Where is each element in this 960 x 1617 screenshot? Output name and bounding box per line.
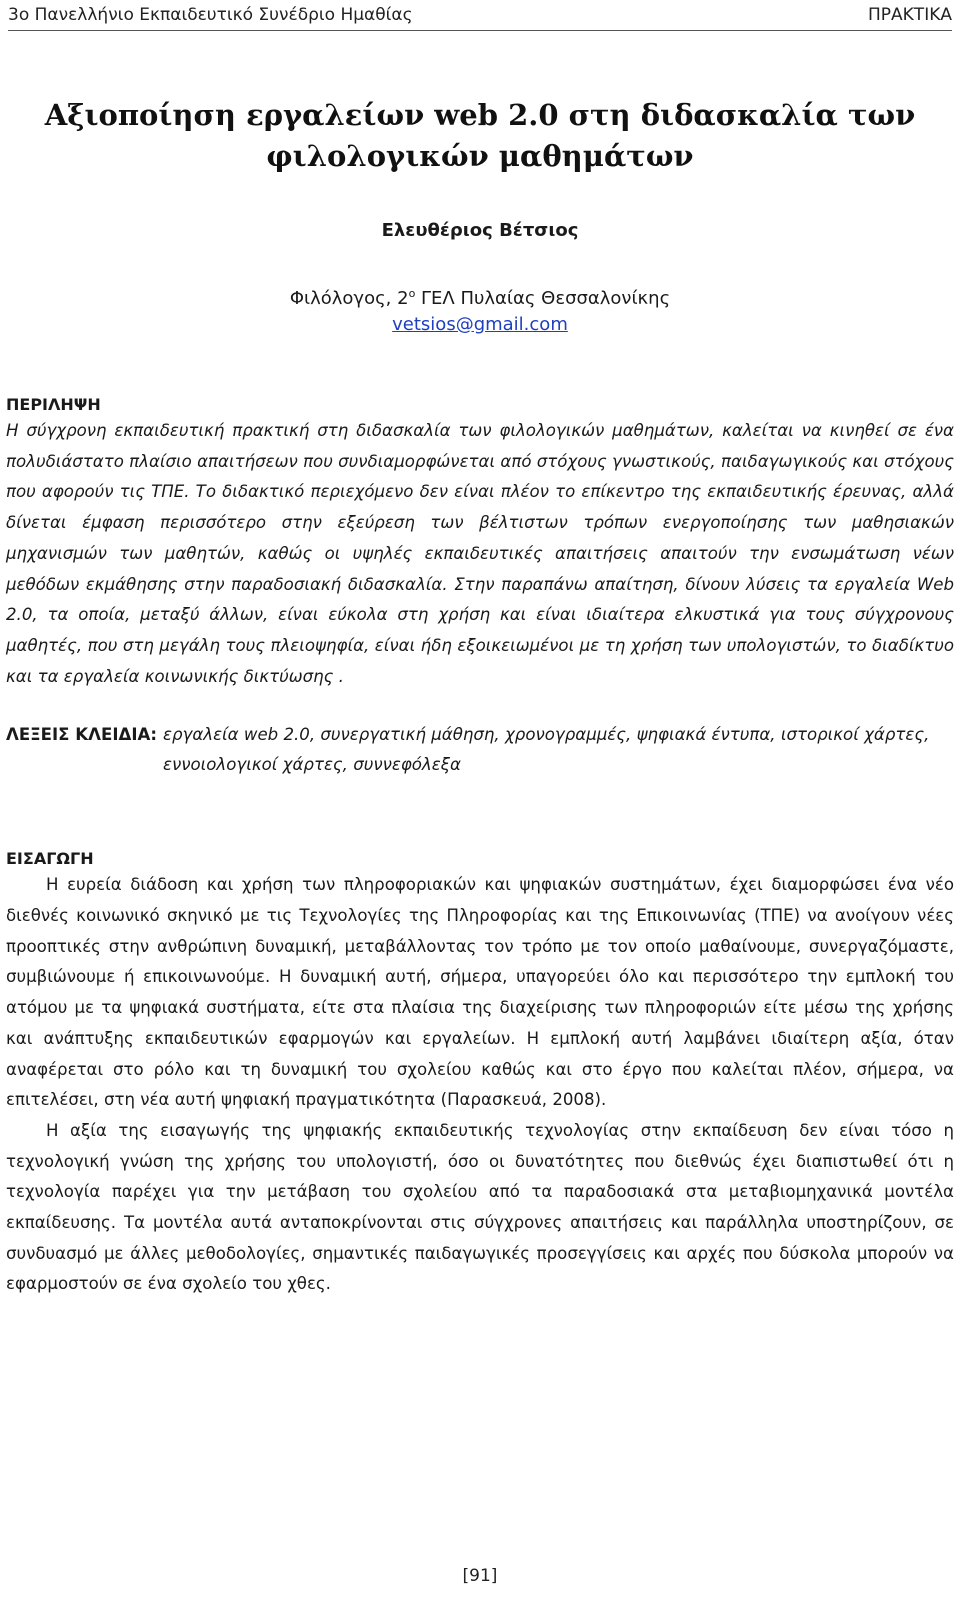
paper-body bbox=[6, 95, 954, 1300]
author-block bbox=[6, 219, 954, 338]
page-number: [91] bbox=[462, 1566, 498, 1586]
author-affiliation bbox=[6, 281, 954, 312]
paper-title: Αξιοποίηση εργαλείων web 2.0 στη διδασκαλία των φιλολογικών μαθημάτων bbox=[44, 98, 916, 173]
author-name: Ελευθέριος Βέτσιος bbox=[381, 220, 579, 241]
introduction-paragraph: Η αξία της εισαγωγής της ψηφιακής εκπαιδευτικής τεχνολογίας στην εκπαίδευση δεν είναι τόσο η τεχνολογική γνώση της χρήσης του υπολογιστή, όσο οι δυνατότητες που διεθνώς έχει διαπιστωθεί ότι η τεχνολογία παρέχει για την μετάβαση του σχολείου από τα παραδοσιακά στα μεταβιομηχανικά μοντέλα εκπαίδευσης. Τα μοντέλα αυτά ανταποκρίνονται στις σύγχρονες απαιτήσεις και παράλληλα υποστηρίζουν, σε συνδυασμό με άλλες μεθοδολογίες, σημαντικές παιδαγωγικές προσεγγίσεις και αρχές που δύσκολα μπορούν να εφαρμοστούν σε ένα σχολείο του χθες. bbox=[6, 1120, 954, 1294]
abstract-text: Η σύγχρονη εκπαιδευτική πρακτική στη διδασκαλία των φιλολογικών μαθημάτων, καλείται να κινηθεί σε ένα πολυδιάστατο πλαίσιο απαιτήσεων που συνδιαμορφώνεται από στόχους γνωστικούς, παιδαγωγικούς και στόχους που αφορούν τις ΤΠΕ. Το διδακτικό περιεχόμενο δεν είναι πλέον το επίκεντρο της εκπαιδευτικής έρευνας, αλλά δίνεται έμφαση περισσότερο στην εξεύρεση των βέλτιστων τρόπων ενεργοποίησης των μαθησιακών μηχανισμών των μαθητών, καθώς οι υψηλές εκπαιδευτικές απαιτήσεις απαιτούν την ενσωμάτωση νέων μεθόδων εκμάθησης στην παραδοσιακή διδασκαλία. Στην παραπάνω απαίτηση, δίνουν λύσεις τα εργαλεία Web 2.0, τα οποία, μεταξύ άλλων, είναι εύκολα στη χρήση και είναι ιδιαίτερα ελκυστικά για τους σύγχρονους μαθητές, που στη μεγάλη τους πλειοψηφία, είναι ήδη εξοικειωμένοι με τη χρήση των υπολογιστών, το διαδίκτυο και τα εργαλεία κοινωνικής δικτύωσης . bbox=[6, 421, 954, 686]
ordinal-suffix: ο bbox=[408, 287, 416, 300]
introduction-paragraph: Η ευρεία διάδοση και χρήση των πληροφοριακών και ψηφιακών συστημάτων, έχει διαμορφώσει ένα νέο διεθνές κοινωνικό σκηνικό με τις Τεχνολογίες της Πληροφορίας και της Επικοινωνίας (ΤΠΕ) να ανοίγουν νέες προοπτικές στην ανθρώπινη δυναμική, μεταβάλλοντας τον τρόπο με τον οποίο μαθαίνουμε, συνεργαζόμαστε, συμβιώνουμε ή επικοινωνούμε. Η δυναμική αυτή, σήμερα, υπαγορεύει όλο και περισσότερο την εμπλοκή του ατόμου με τα ψηφιακά συστήματα, είτε στα πλαίσια της διαχείρισης των πληροφοριών είτε μέσω της χρήσης και ανάπτυξης εκπαιδευτικών εφαρμογών και εργαλείων. Η εμπλοκή αυτή λαμβάνει ιδιαίτερη αξία, όταν αναφέρεται στο ρόλο και τη δυναμική του σχολείου καθώς και στο έργο που καλείται πλέον, σήμερα, να επιτελέσει, στη νέα αυτή ψηφιακή πραγματικότητα (Παρασκευά, 2008). bbox=[6, 875, 954, 1110]
proceedings-label: ΠΡΑΚΤΙΚΑ bbox=[868, 5, 952, 25]
keywords bbox=[6, 720, 954, 780]
conference-name: 3ο Πανελλήνιο Εκπαιδευτικό Συνέδριο Ημαθίας bbox=[8, 5, 413, 25]
author-email-link[interactable]: vetsios@gmail.com bbox=[392, 314, 568, 335]
keywords-list: εργαλεία web 2.0, συνεργατική μάθηση, χρονογραμμές, ψηφιακά έντυπα, ιστορικοί χάρτες, εννοιολογικοί χάρτες, συννεφόλεξα bbox=[163, 725, 930, 775]
keywords-label: ΛΕΞΕΙΣ ΚΛΕΙΔΙΑ: bbox=[6, 725, 157, 745]
introduction-heading: ΕΙΣΑΓΩΓΗ bbox=[6, 849, 94, 869]
running-header bbox=[8, 0, 952, 31]
affiliation-role: Φιλόλογος, 2 bbox=[289, 288, 409, 309]
affiliation-school: ΓΕΛ Πυλαίας Θεσσαλονίκης bbox=[415, 288, 671, 309]
abstract-heading: ΠΕΡΙΛΗΨΗ bbox=[6, 395, 101, 414]
